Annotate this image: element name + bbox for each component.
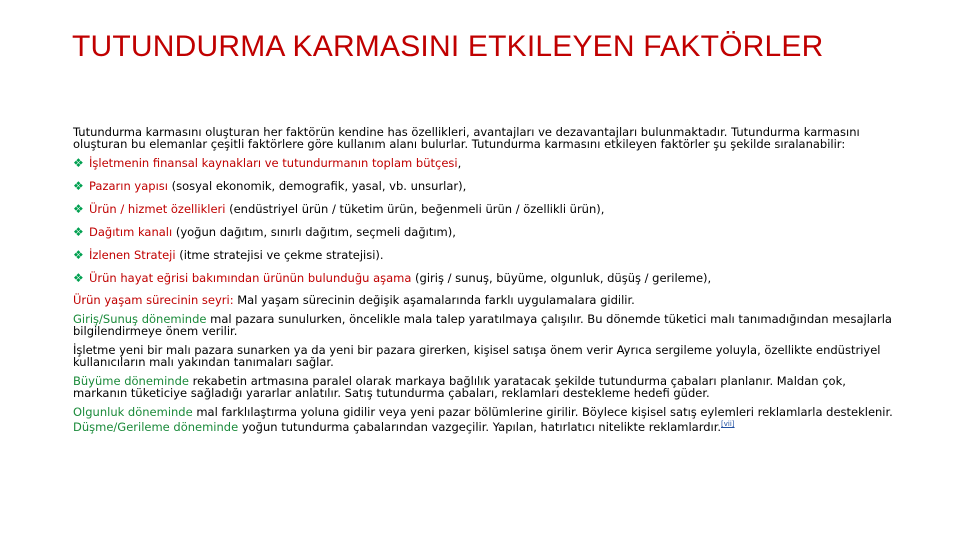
paragraph-text: mal pazara sunulurken, öncelikle mala talep yaratılmaya çalışılır. Bu dönemde tüketici malı tanımadığından mesajlarla bilgilendirmeye önem verilir. [73, 312, 892, 338]
diamond-star-icon: ❖ [73, 225, 84, 239]
footnote-ref-link[interactable]: [vii] [721, 420, 735, 428]
diamond-star-icon: ❖ [73, 156, 84, 170]
factor-name: Pazarın yapısı [89, 179, 168, 193]
intro-paragraph: Tutundurma karmasını oluşturan her faktörün kendine has özellikleri, avantajları ve dezavantajları bulunmaktadır. Tutundurma karmasını oluşturan bu elemanlar çeşitli faktörlere göre kullanım alanı bulurlar. Tutundurma karmasını etkileyen faktörler şu şekilde sıralanabilir: [73, 125, 860, 151]
list-item [73, 225, 903, 248]
factor-detail: (endüstriyel ürün / tüketim ürün, beğenmeli ürün / özellikli ürün), [225, 202, 605, 216]
paragraph-text: mal farklılaştırma yoluna gidilir veya yeni pazar bölümlerine girilir. Böylece kişisel satış eylemleri reklamlarla desteklenir. [192, 405, 893, 419]
list-item [73, 179, 903, 202]
highlight-green: Büyüme döneminde [73, 374, 189, 388]
factor-name: Ürün hayat eğrisi bakımından ürünün bulunduğu aşama [89, 271, 412, 285]
list-item [73, 248, 903, 271]
factor-detail: (sosyal ekonomik, demografik, yasal, vb. unsurlar), [167, 179, 467, 193]
highlight-green: Giriş/Sunuş döneminde [73, 312, 207, 326]
diamond-star-icon: ❖ [73, 202, 84, 216]
paragraph-text: rekabetin artmasına paralel olarak markaya bağlılık yaratacak şekilde tutundurma çabaları planlanır. Maldan çok, markanın tüketiciye sağladığı yararlar anlatılır. Satış tutundurma çabaları, reklamları destekleme hedefi güder. [73, 374, 846, 400]
highlight-red: Ürün yaşam sürecinin seyri: [73, 293, 234, 307]
list-item [73, 271, 903, 294]
slide-content [73, 126, 903, 440]
diamond-star-icon: ❖ [73, 179, 84, 193]
factor-detail: (itme stratejisi ve çekme stratejisi). [175, 248, 384, 262]
factor-list [73, 156, 903, 294]
factor-name: Dağıtım kanalı [89, 225, 173, 239]
factor-name: İşletmenin finansal kaynakları ve tutundurmanın toplam bütçesi [89, 156, 458, 170]
factor-name: Ürün / hizmet özellikleri [89, 202, 226, 216]
factor-detail: , [457, 156, 462, 170]
paragraph-introduction-stage [73, 313, 903, 337]
paragraph-growth-stage [73, 375, 903, 399]
factor-name: İzlenen Strateji [89, 248, 176, 262]
paragraph-personal-selling: İşletme yeni bir malı pazara sunarken ya da yeni bir pazara girerken, kişisel satışa önem verir Ayrıca sergileme yoluyla, özellikte endüstriyel kullanıcıların malı yakından tanımaları sağlar. [73, 343, 881, 369]
slide-title: TUTUNDURMA KARMASINI ETKILEYEN FAKTÖRLER [72, 30, 824, 63]
factor-detail: (yoğun dağıtım, sınırlı dağıtım, seçmeli dağıtım), [172, 225, 456, 239]
diamond-star-icon: ❖ [73, 271, 84, 285]
paragraph-life-cycle [73, 294, 903, 306]
paragraph-text: yoğun tutundurma çabalarından vazgeçilir. Yapılan, hatırlatıcı nitelikte reklamlardır. [238, 419, 722, 434]
highlight-green: Olgunluk döneminde [73, 405, 193, 419]
diamond-star-icon: ❖ [73, 248, 84, 262]
highlight-green: Düşme/Gerileme döneminde [73, 419, 239, 434]
list-item [73, 156, 903, 179]
paragraph-text: Mal yaşam sürecinin değişik aşamalarında farklı uygulamalara gidilir. [233, 293, 635, 307]
paragraph-maturity-decline [73, 406, 903, 433]
factor-detail: (giriş / sunuş, büyüme, olgunluk, düşüş / gerileme), [411, 271, 712, 285]
list-item [73, 202, 903, 225]
